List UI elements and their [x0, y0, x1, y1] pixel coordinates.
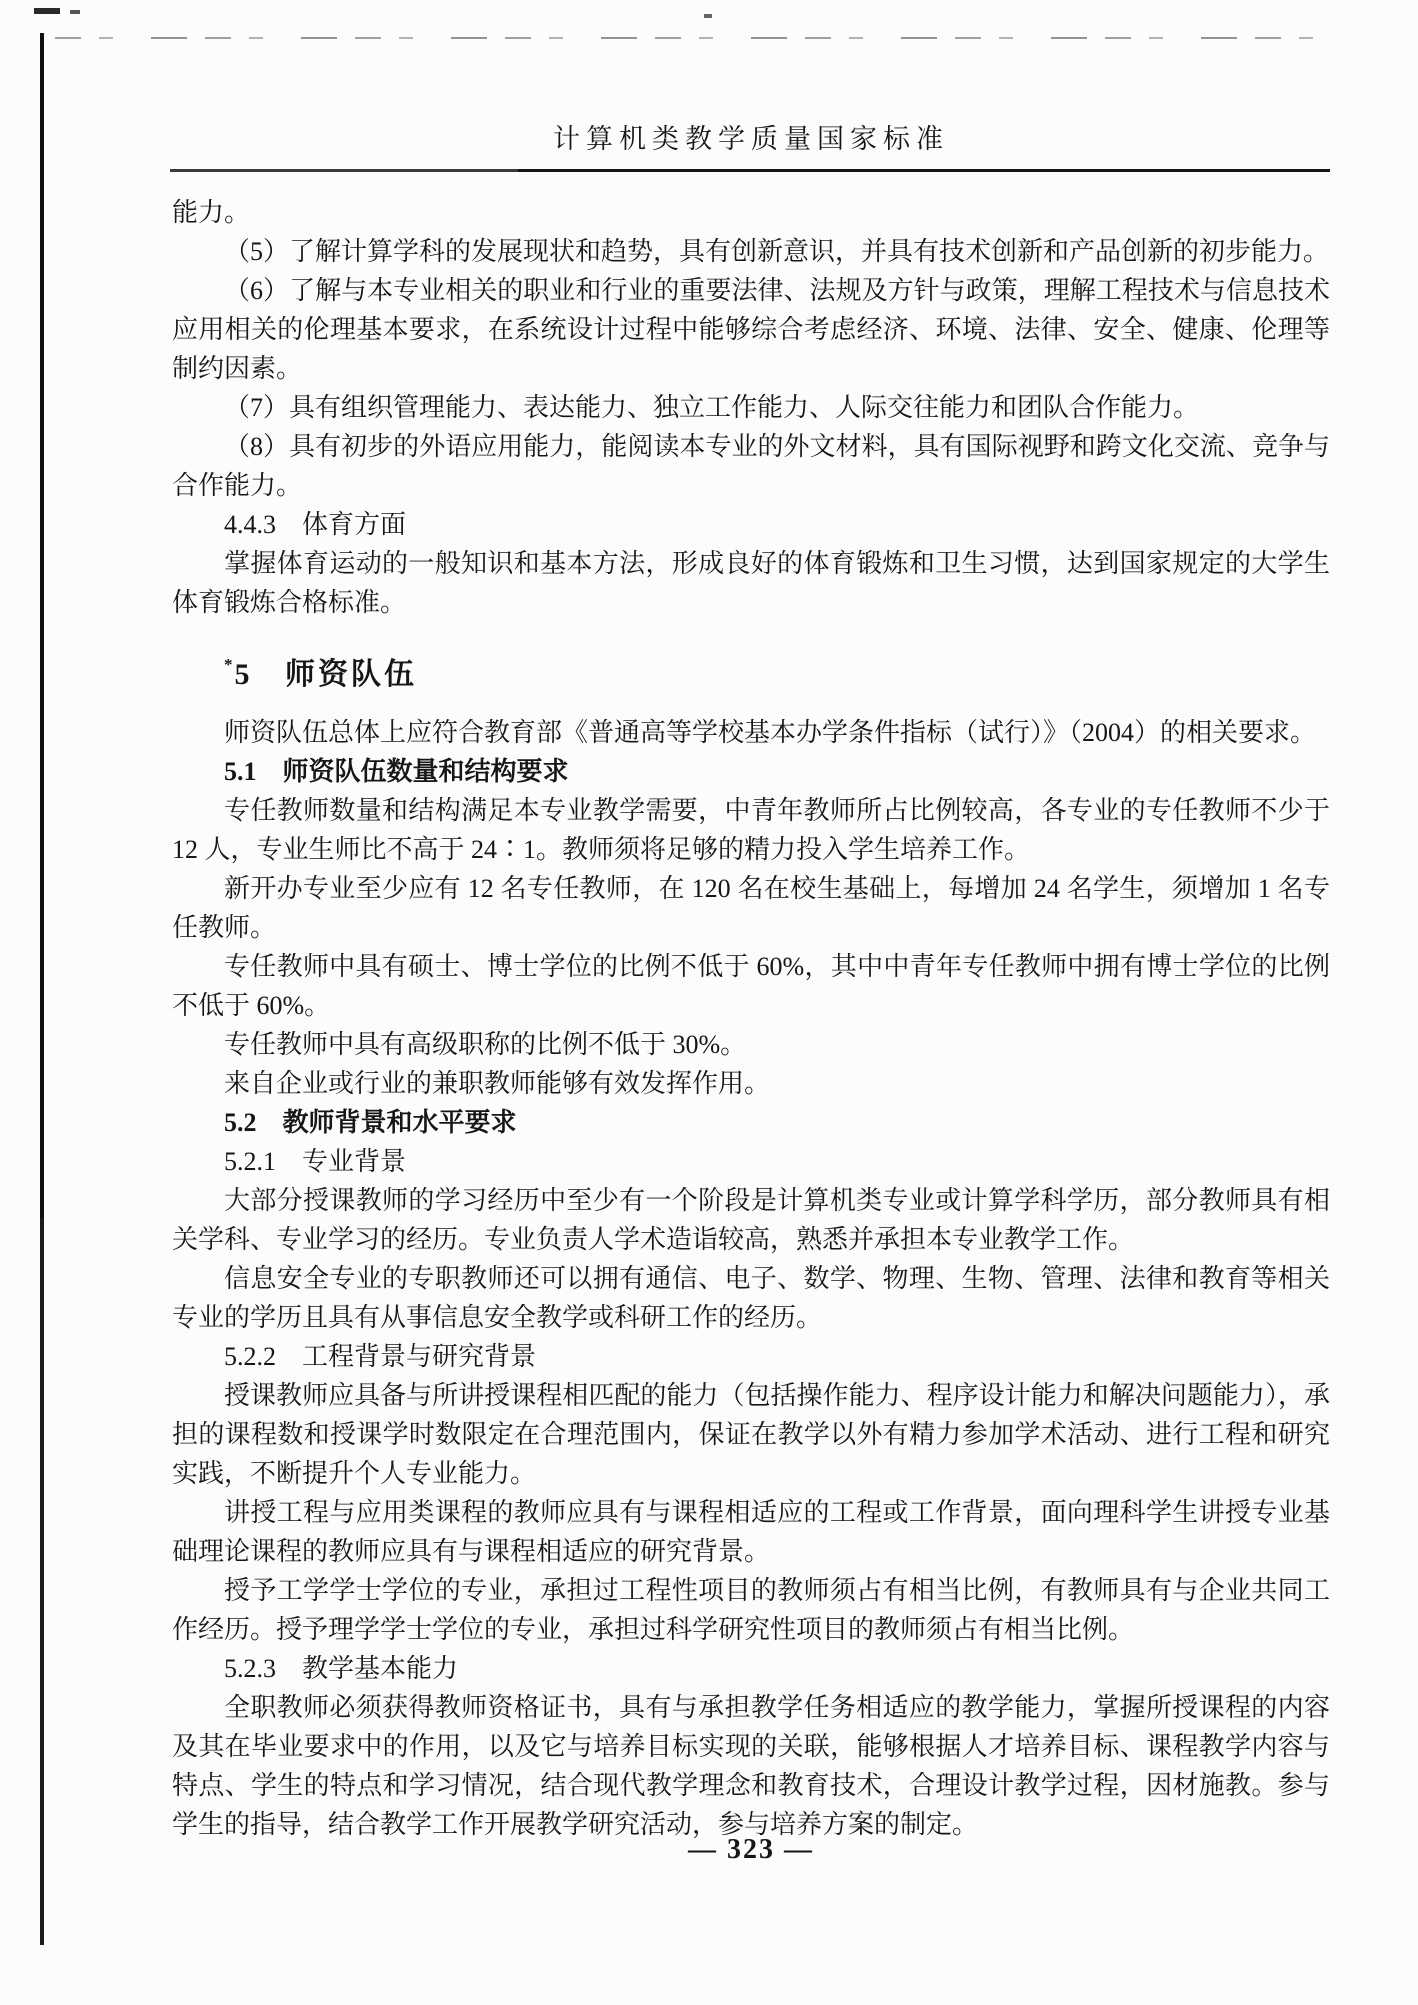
chapter-marker-asterisk: * [224, 655, 235, 674]
section-heading-5-2-2: 5.2.2 工程背景与研究背景 [224, 1342, 537, 1371]
paragraph: 专任教师中具有高级职称的比例不低于 30%。 [224, 1030, 747, 1059]
scan-artifact-dashed-line [55, 37, 1345, 39]
scan-artifact-vertical-line [40, 33, 44, 1945]
paragraph: 来自企业或行业的兼职教师能够有效发挥作用。 [224, 1069, 771, 1098]
chapter-number: *5 [224, 655, 250, 691]
paragraph: 新开办专业至少应有 12 名专任教师，在 120 名在校生基础上，每增加 24 名学生，须增加 1 名专任教师。 [172, 874, 1330, 942]
running-header-title: 计算机类教学质量国家标准 [553, 124, 949, 154]
paragraph-continuation: 能力。 [172, 198, 251, 227]
scan-speck [34, 8, 60, 14]
section-heading-5-2: 5.2 教师背景和水平要求 [224, 1108, 517, 1137]
paragraph: 讲授工程与应用类课程的教师应具有与课程相适应的工程或工作背景，面向理科学生讲授专业基础理论课程的教师应具有与课程相适应的研究背景。 [172, 1498, 1330, 1566]
list-item-6: （6）了解与本专业相关的职业和行业的重要法律、法规及方针与政策，理解工程技术与信息技术应用相关的伦理基本要求，在系统设计过程中能够综合考虑经济、环境、法律、安全、健康、伦理等制约因素。 [172, 276, 1330, 383]
scan-speck [704, 14, 712, 18]
scan-speck [70, 10, 80, 14]
paragraph: 授予工学学士学位的专业，承担过工程性项目的教师须占有相当比例，有教师具有与企业共同工作经历。授予理学学士学位的专业，承担过科学研究性项目的教师须占有相当比例。 [172, 1576, 1330, 1644]
section-heading-5-1: 5.1 师资队伍数量和结构要求 [224, 757, 569, 786]
list-item-5: （5）了解计算学科的发展现状和趋势，具有创新意识，并具有技术创新和产品创新的初步能力。 [224, 237, 1330, 266]
paragraph: 授课教师应具备与所讲授课程相匹配的能力（包括操作能力、程序设计能力和解决问题能力），承担的课程数和授课学时数限定在合理范围内，保证在教学以外有精力参加学术活动、进行工程和研究实践，不断提升个人专业能力。 [172, 1381, 1330, 1488]
paragraph: 大部分授课教师的学习经历中至少有一个阶段是计算机类专业或计算学科学历，部分教师具有相关学科、专业学习的经历。专业负责人学术造诣较高，熟悉并承担本专业教学工作。 [172, 1186, 1330, 1254]
list-item-7: （7）具有组织管理能力、表达能力、独立工作能力、人际交往能力和团队合作能力。 [224, 393, 1200, 422]
chapter-title: 师资队伍 [285, 658, 417, 691]
paragraph: 专任教师数量和结构满足本专业教学需要，中青年教师所占比例较高，各专业的专任教师不少于 12 人，专业生师比不高于 24∶1。教师须将足够的精力投入学生培养工作。 [172, 796, 1330, 864]
section-heading-5-2-3: 5.2.3 教学基本能力 [224, 1654, 459, 1683]
header-rule [170, 169, 1330, 172]
paragraph: 信息安全专业的专职教师还可以拥有通信、电子、数学、物理、生物、管理、法律和教育等相关专业的学历且具有从事信息安全教学或科研工作的经历。 [172, 1264, 1330, 1332]
page-number: — 323 — [688, 1834, 814, 1865]
document-body [172, 193, 1330, 1844]
paragraph: 专任教师中具有硕士、博士学位的比例不低于 60%，其中中青年专任教师中拥有博士学位的比例不低于 60%。 [172, 952, 1330, 1020]
paragraph: 全职教师必须获得教师资格证书，具有与承担教学任务相适应的教学能力，掌握所授课程的内容及其在毕业要求中的作用，以及它与培养目标实现的关联，能够根据人才培养目标、课程教学内容与特点、学生的特点和学习情况，结合现代教学理念和教育技术，合理设计教学过程，因材施教。参与学生的指导，结合教学工作开展教学研究活动，参与培养方案的制定。 [172, 1693, 1330, 1839]
section-heading-5-2-1: 5.2.1 专业背景 [224, 1147, 407, 1176]
list-item-8: （8）具有初步的外语应用能力，能阅读本专业的外文材料，具有国际视野和跨文化交流、竞争与合作能力。 [172, 432, 1330, 500]
paragraph: 掌握体育运动的一般知识和基本方法，形成良好的体育锻炼和卫生习惯，达到国家规定的大学生体育锻炼合格标准。 [172, 549, 1330, 617]
section-heading-4-4-3: 4.4.3 体育方面 [224, 510, 407, 539]
chapter-heading [172, 642, 1330, 698]
paragraph: 师资队伍总体上应符合教育部《普通高等学校基本办学条件指标（试行）》（2004）的相关要求。 [224, 718, 1317, 747]
